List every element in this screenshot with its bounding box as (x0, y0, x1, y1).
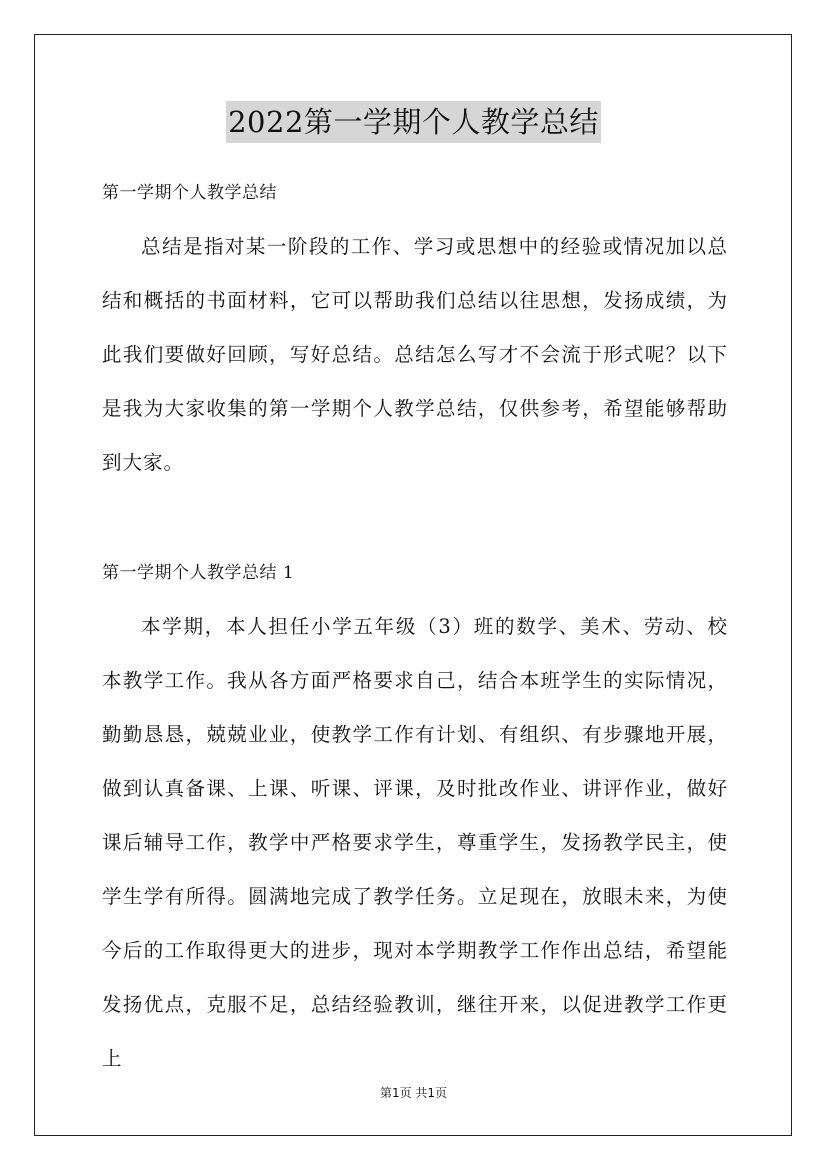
document-title-text: 2022第一学期个人教学总结 (226, 101, 601, 143)
section-1-heading: 第一学期个人教学总结 1 (102, 563, 295, 583)
page-number-footer: 第1页 共1页 (379, 1086, 448, 1100)
section-1-paragraph: 本学期，本人担任小学五年级（3）班的数学、美术、劳动、校本教学工作。我从各方面严格要求自己，结合本班学生的实际情况，勤勤恳恳，兢兢业业，使教学工作有计划、有组织、有步骤地开展，做到认真备课、上课、听课、评课，及时批改作业、讲评作业，做好课后辅导工作，教学中严格要求学生，尊重学生，发扬教学民主，使学生学有所得。圆满地完成了教学任务。立足现在，放眼未来，为使今后的工作取得更大的进步，现对本学期教学工作作出总结，希望能发扬优点，克服不足，总结经验教训，继往开来，以促进教学工作更上 (102, 615, 728, 1070)
intro-heading: 第一学期个人教学总结 (102, 183, 277, 203)
intro-paragraph: 总结是指对某一阶段的工作、学习或思想中的经验或情况加以总结和概括的书面材料，它可以帮助我们总结以往思想，发扬成绩，为此我们要做好回顾，写好总结。总结怎么写才不会流于形式呢？以下是我为大家收集的第一学期个人教学总结，仅供参考，希望能够帮助到大家。 (102, 235, 728, 474)
document-title (0, 101, 827, 143)
